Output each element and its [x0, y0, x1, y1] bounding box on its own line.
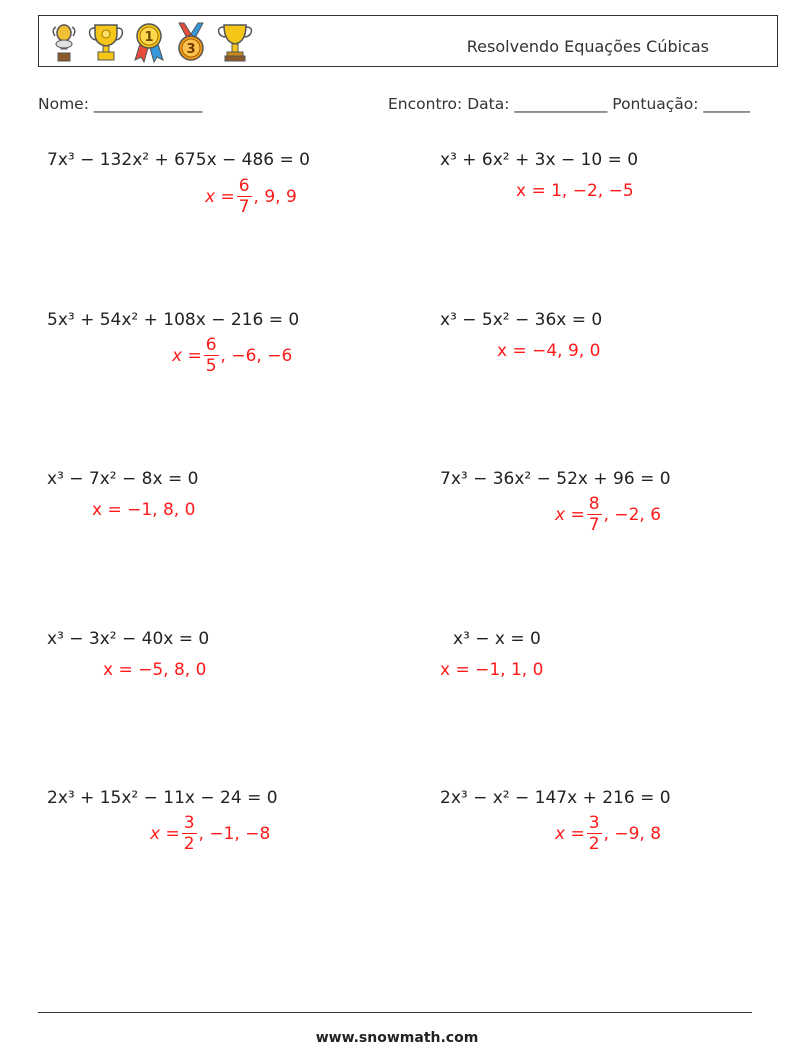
svg-text:3: 3	[186, 42, 196, 57]
svg-text:1: 1	[144, 30, 154, 45]
equation-2: x³ + 6x² + 3x − 10 = 0	[440, 150, 639, 170]
answer-rest: , −6, −6	[220, 346, 293, 366]
fraction-numerator: 3	[588, 813, 600, 833]
answer-prefix: x =	[555, 824, 585, 844]
footer-url[interactable]: www.snowmath.com	[315, 1030, 479, 1046]
answer-fraction	[587, 496, 602, 534]
answer-rest: , −9, 8	[603, 824, 662, 844]
trophy-cup-icon	[87, 20, 125, 64]
fraction-denominator: 2	[183, 834, 195, 854]
name-field: Nome: ______________	[38, 95, 203, 113]
answer-rest: , 9, 9	[253, 187, 297, 207]
answer-10	[555, 815, 661, 853]
answer-fraction	[204, 337, 219, 375]
fraction-denominator: 2	[588, 834, 600, 854]
medal-1-icon	[131, 20, 167, 64]
answer-5: x = −1, 8, 0	[92, 500, 196, 520]
equation-8: x³ − x = 0	[453, 629, 541, 649]
answer-1	[205, 178, 297, 216]
answer-3	[172, 337, 292, 375]
worksheet-title: Resolvendo Equações Cúbicas	[466, 37, 709, 56]
equation-10: 2x³ − x² − 147x + 216 = 0	[440, 788, 671, 808]
answer-prefix: x =	[555, 505, 585, 525]
answer-fraction	[237, 178, 252, 216]
fraction-denominator: 7	[588, 515, 600, 535]
answer-fraction	[587, 815, 602, 853]
equation-4: x³ − 5x² − 36x = 0	[440, 310, 603, 330]
answer-2: x = 1, −2, −5	[516, 181, 634, 201]
answer-rest: , −2, 6	[603, 505, 662, 525]
equation-5: x³ − 7x² − 8x = 0	[47, 469, 199, 489]
award-icons	[47, 20, 255, 64]
equation-7: x³ − 3x² − 40x = 0	[47, 629, 210, 649]
answer-fraction	[182, 815, 197, 853]
fraction-numerator: 6	[238, 176, 250, 196]
answer-prefix: x =	[150, 824, 180, 844]
answer-prefix: x =	[172, 346, 202, 366]
fraction-numerator: 8	[588, 494, 600, 514]
fraction-numerator: 6	[205, 335, 217, 355]
answer-8: x = −1, 1, 0	[440, 660, 544, 680]
answer-9	[150, 815, 270, 853]
fraction-numerator: 3	[183, 813, 195, 833]
equation-1: 7x³ − 132x² + 675x − 486 = 0	[47, 150, 310, 170]
fraction-denominator: 5	[205, 356, 217, 376]
answer-rest: , −1, −8	[198, 824, 271, 844]
answer-4: x = −4, 9, 0	[497, 341, 601, 361]
date-score-field: Encontro: Data: ____________ Pontuação: ______	[388, 95, 750, 113]
trophy-gold-icon	[215, 20, 255, 64]
equation-3: 5x³ + 54x² + 108x − 216 = 0	[47, 310, 300, 330]
equation-9: 2x³ + 15x² − 11x − 24 = 0	[47, 788, 278, 808]
worksheet-header	[38, 15, 778, 67]
answer-6	[555, 496, 661, 534]
answer-7: x = −5, 8, 0	[103, 660, 207, 680]
equation-6: 7x³ − 36x² − 52x + 96 = 0	[440, 469, 671, 489]
medal-3-icon	[173, 20, 209, 64]
trophy-silhouette-icon	[47, 20, 81, 64]
answer-prefix: x =	[205, 187, 235, 207]
footer-divider	[38, 1012, 752, 1013]
fraction-denominator: 7	[238, 197, 250, 217]
